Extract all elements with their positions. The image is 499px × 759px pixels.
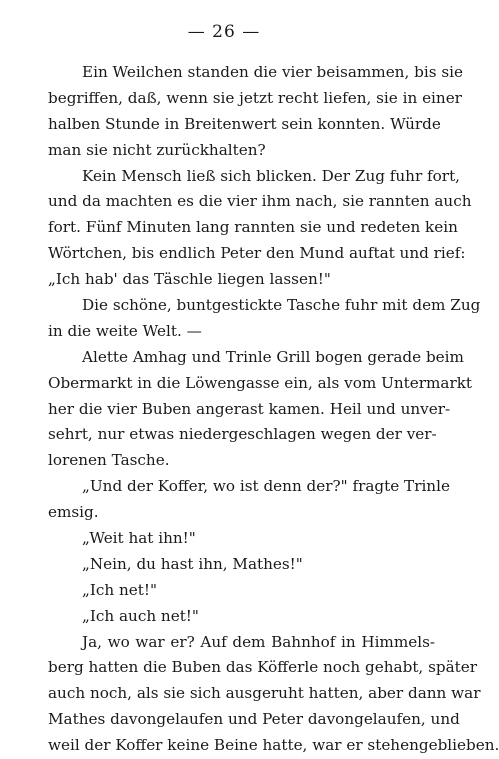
text-line: Kein Mensch ließ sich blicken. Der Zug fuhr fort, [82, 166, 460, 185]
text-line: weil der Koffer keine Beine hatte, war er stehengeblieben. [48, 736, 499, 755]
text-line: und da machten es die vier ihm nach, sie rannten auch [48, 192, 472, 211]
text-line: „Ich hab' das Täschle liegen lassen!" [48, 270, 331, 289]
text-line: in die weite Welt. — [48, 321, 202, 340]
text-line: „Ich net!" [82, 580, 157, 599]
text-line: „Und der Koffer, wo ist denn der?" fragte Trinle [82, 477, 450, 496]
text-line: Die schöne, buntgestickte Tasche fuhr mit dem Zug [82, 296, 481, 315]
page-number: — 26 — [187, 22, 261, 42]
text-line: sehrt, nur etwas niedergeschlagen wegen der ver- [48, 425, 437, 444]
text-line: fort. Fünf Minuten lang rannten sie und redeten kein [48, 218, 458, 237]
text-line: „Nein, du hast ihn, Mathes!" [82, 554, 303, 573]
text-line: begriffen, daß, wenn sie jetzt recht liefen, sie in einer [48, 88, 462, 107]
text-line: halben Stunde in Breitenwert sein konnten. Würde [48, 114, 441, 133]
text-line: lorenen Tasche. [48, 451, 170, 470]
text-line: „Weit hat ihn!" [82, 529, 196, 548]
text-line: berg hatten die Buben das Köfferle noch gehabt, später [48, 658, 477, 677]
text-line: man sie nicht zurückhalten? [48, 140, 266, 159]
text-line: emsig. [48, 503, 99, 522]
text-line: her die vier Buben angerast kamen. Heil und unver- [48, 399, 451, 418]
body-text [48, 60, 499, 759]
text-line: auch noch, als sie sich ausgeruht hatten, aber dann war [48, 684, 481, 703]
text-line: Ein Weilchen standen die vier beisammen, bis sie [82, 63, 463, 81]
text-line: Obermarkt in die Löwengasse ein, als vom Untermarkt [48, 373, 473, 392]
text-line: Wörtchen, bis endlich Peter den Mund auftat und rief: [48, 244, 466, 263]
text-line: Ja, wo war er? Auf dem Bahnhof in Himmels- [82, 632, 435, 651]
text-line: Alette Amhag und Trinle Grill bogen gerade beim [82, 347, 464, 366]
text-line: „Ich auch net!" [82, 606, 199, 625]
text-line: Mathes davongelaufen und Peter davongelaufen, und [48, 710, 460, 729]
